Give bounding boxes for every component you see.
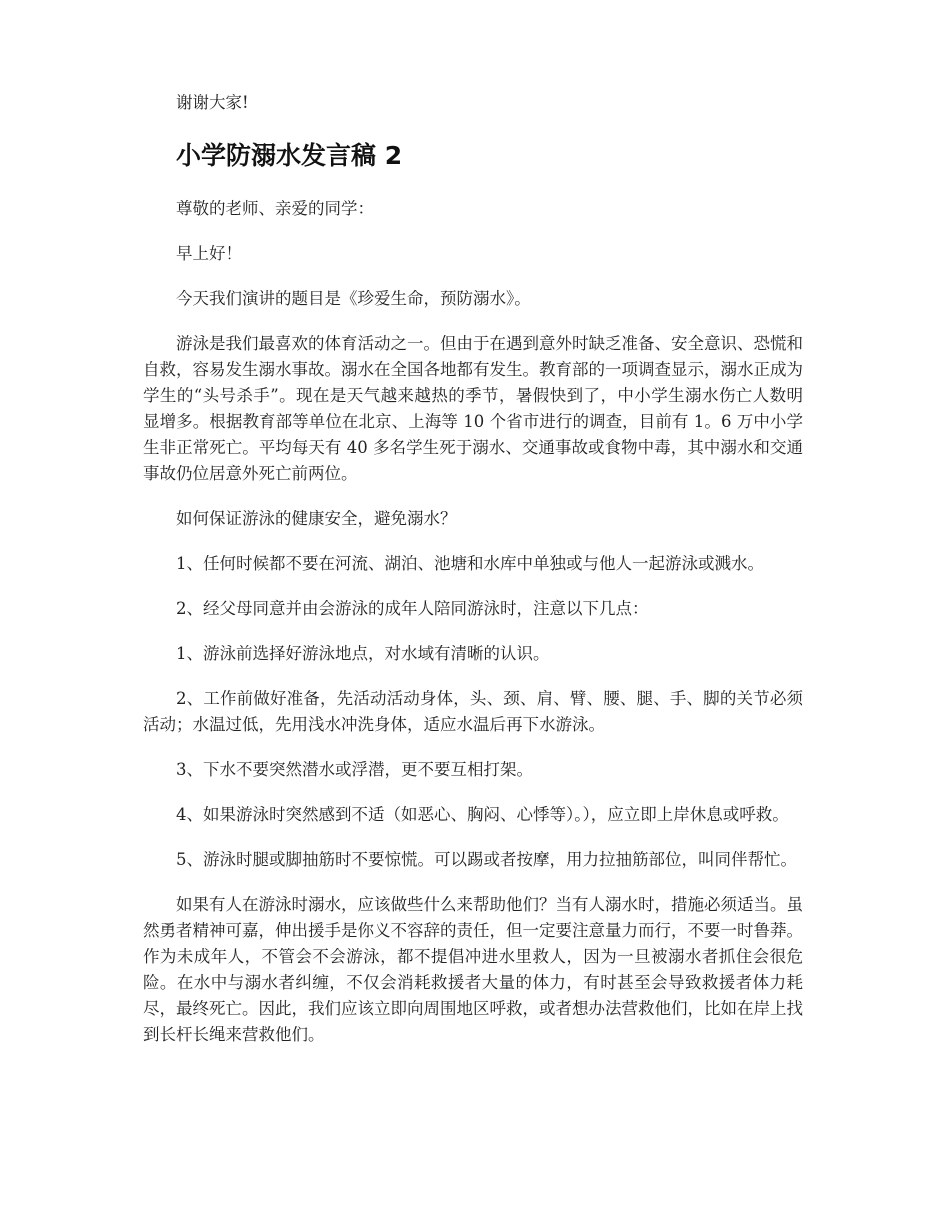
list-item: 3、下水不要突然潜水或浮潜，更不要互相打架。 bbox=[176, 760, 533, 779]
salutation: 尊敬的老师、亲爱的同学： bbox=[176, 199, 374, 218]
topic-paragraph: 今天我们演讲的题目是《珍爱生命，预防溺水》。 bbox=[176, 289, 531, 308]
document-body bbox=[143, 90, 803, 1067]
list-item: 4、如果游泳时突然感到不适（如恶心、胸闷、心悸等）。），应立即上岸休息或呼救。 bbox=[176, 805, 789, 824]
greeting: 早上好！ bbox=[176, 244, 242, 263]
list-item: 1、游泳前选择好游泳地点，对水域有清晰的认识。 bbox=[176, 644, 550, 663]
list-item: 5、游泳时腿或脚抽筋时不要惊慌。可以踢或者按摩，用力拉抽筋部位，叫同伴帮忙。 bbox=[176, 850, 797, 869]
list-item: 2、工作前做好准备，先活动活动身体，头、颈、肩、臂、腰、腿、手、脚的关节必须活动；水温过低，先用浅水冲洗身体，适应水温后再下水游泳。 bbox=[143, 689, 803, 734]
list-item: 1、任何时候都不要在河流、湖泊、池塘和水库中单独或与他人一起游泳或溅水。 bbox=[176, 554, 764, 573]
body-paragraph: 如果有人在游泳时溺水，应该做些什么来帮助他们？当有人溺水时，措施必须适当。虽然勇者精神可嘉，伸出援手是你义不容辞的责任，但一定要注意量力而行，不要一时鲁莽。作为未成年人，不管会不会游泳，都不提倡冲进水里救人，因为一旦被溺水者抓住会很危险。在水中与溺水者纠缠，不仅会消耗救援者大量的体力，有时甚至会导致救援者体力耗尽，最终死亡。因此，我们应该立即向周围地区呼救，或者想办法营救他们，比如在岸上找到长杆长绳来营救他们。 bbox=[143, 895, 803, 1044]
list-item: 2、经父母同意并由会游泳的成年人陪同游泳时，注意以下几点： bbox=[176, 599, 649, 618]
document-title: 小学防溺水发言稿 2 bbox=[176, 141, 403, 170]
body-paragraph: 游泳是我们最喜欢的体育活动之一。但由于在遇到意外时缺乏准备、安全意识、恐慌和自救，容易发生溺水事故。溺水在全国各地都有发生。教育部的一项调查显示，溺水正成为学生的“头号杀手”。现在是天气越来越热的季节，暑假快到了，中小学生溺水伤亡人数明显增多。根据教育部等单位在北京、上海等 10 个省市进行的调查，目前有 1。6 万中小学生非正常死亡。平均每天有 40 多名学生死于溺水、交通事故或食物中毒，其中溺水和交通事故仍位居意外死亡前两位。 bbox=[143, 334, 803, 483]
closing-line: 谢谢大家! bbox=[176, 93, 249, 112]
question-paragraph: 如何保证游泳的健康安全，避免溺水？ bbox=[176, 509, 457, 528]
